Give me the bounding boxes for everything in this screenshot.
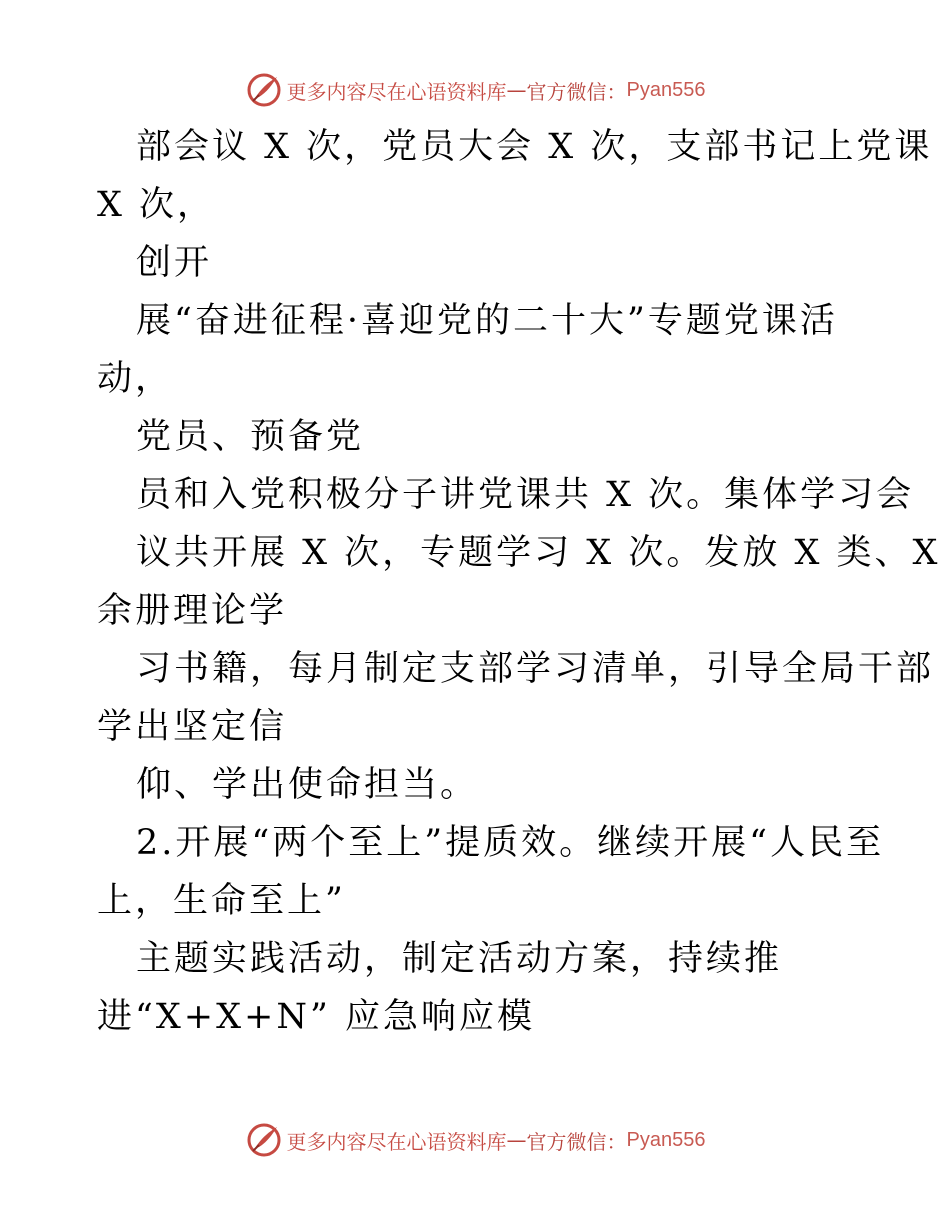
- watermark-wechat-label: 官方微信：: [526, 79, 627, 104]
- body-line-5: 动，: [97, 359, 174, 399]
- watermark-brand: 更多内容尽在心语资料库: [286, 79, 507, 104]
- body-line-2: X 次，: [97, 185, 216, 225]
- body-line-15: 主题实践活动，制定活动方案，持续推: [136, 939, 783, 979]
- header-watermark: [0, 70, 950, 110]
- body-line-8: 议共开展 X 次，专题学习 X 次。发放 X 类、X: [136, 533, 941, 573]
- quill-logo-icon: [245, 71, 283, 109]
- footer-watermark: [0, 1120, 950, 1160]
- body-line-13: 2.开展“两个至上”提质效。继续开展“人民至: [136, 823, 885, 863]
- body-line-3: 创开: [136, 243, 213, 283]
- watermark-account: Pyan556: [626, 1128, 706, 1151]
- watermark-brand: 更多内容尽在心语资料库: [286, 1129, 507, 1154]
- body-line-14: 上，生命至上”: [97, 881, 346, 921]
- watermark-wechat-label: 官方微信：: [526, 1129, 627, 1154]
- body-line-9: 余册理论学: [97, 591, 288, 631]
- watermark-separator: —: [506, 78, 527, 102]
- body-line-1: 部会议 X 次，党员大会 X 次，支部书记上党课: [136, 127, 933, 167]
- body-line-4: 展“奋进征程·喜迎党的二十大”专题党课活: [136, 301, 838, 341]
- body-line-16: 进“X+X+N” 应急响应模: [97, 997, 536, 1037]
- quill-logo-icon: [245, 1121, 283, 1159]
- watermark-separator: —: [506, 1128, 527, 1152]
- body-line-11: 学出坚定信: [97, 707, 288, 747]
- watermark-account: Pyan556: [626, 78, 706, 101]
- body-line-12: 仰、学出使命担当。: [136, 765, 479, 805]
- body-line-7: 员和入党积极分子讲党课共 X 次。集体学习会: [136, 475, 915, 515]
- body-line-10: 习书籍，每月制定支部学习清单，引导全局干部: [136, 649, 935, 689]
- body-line-6: 党员、预备党: [136, 417, 365, 457]
